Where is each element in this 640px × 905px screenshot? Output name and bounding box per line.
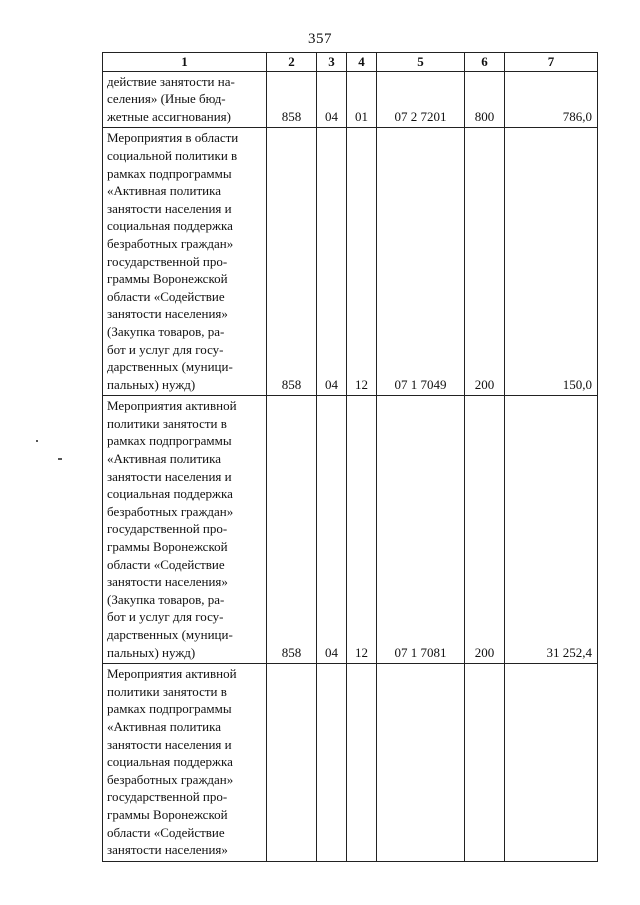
cell-col-2: 858 xyxy=(267,396,317,664)
cell-amount: 786,0 xyxy=(505,71,598,128)
cell-col-5: 07 1 7049 xyxy=(377,128,465,396)
row-description: Мероприятия активной политики занятости в рамках подпрограммы «Активная политика занятости населения и социальная поддержка безработных граждан» государственной про- граммы Воронежской области «Содействие занятости населения» (Закупка товаров, ра- бот и услуг для госу- дарственных (муници- пальных) нужд) xyxy=(103,396,267,664)
cell-col-2: 858 xyxy=(267,128,317,396)
cell-col-5: 07 2 7201 xyxy=(377,71,465,128)
cell-col-3: 04 xyxy=(317,396,347,664)
cell-col-2: 858 xyxy=(267,71,317,128)
table-header-row xyxy=(103,53,598,72)
budget-table xyxy=(102,52,598,862)
column-header: 6 xyxy=(465,53,505,72)
cell-amount: 31 252,4 xyxy=(505,396,598,664)
cell-amount: 150,0 xyxy=(505,128,598,396)
scan-speck xyxy=(58,458,62,460)
table-row xyxy=(103,664,598,862)
column-header: 2 xyxy=(267,53,317,72)
table-row xyxy=(103,128,598,396)
cell-col-5 xyxy=(377,664,465,862)
scan-speck xyxy=(36,440,38,442)
cell-col-5: 07 1 7081 xyxy=(377,396,465,664)
cell-col-3: 04 xyxy=(317,71,347,128)
table-row xyxy=(103,396,598,664)
row-description: действие занятости на- селения» (Иные бюд- жетные ассигнования) xyxy=(103,71,267,128)
cell-col-4: 12 xyxy=(347,396,377,664)
row-description: Мероприятия активной политики занятости в рамках подпрограммы «Активная политика занятости населения и социальная поддержка безработных граждан» государственной про- граммы Воронежской области «Содействие занятости населения» xyxy=(103,664,267,862)
table-row xyxy=(103,71,598,128)
column-header: 7 xyxy=(505,53,598,72)
cell-col-6 xyxy=(465,664,505,862)
column-header: 4 xyxy=(347,53,377,72)
cell-amount xyxy=(505,664,598,862)
cell-col-4: 01 xyxy=(347,71,377,128)
cell-col-3: 04 xyxy=(317,128,347,396)
cell-col-4 xyxy=(347,664,377,862)
column-header: 1 xyxy=(103,53,267,72)
cell-col-2 xyxy=(267,664,317,862)
cell-col-6: 200 xyxy=(465,128,505,396)
cell-col-3 xyxy=(317,664,347,862)
column-header: 5 xyxy=(377,53,465,72)
cell-col-4: 12 xyxy=(347,128,377,396)
row-description: Мероприятия в области социальной политики в рамках подпрограммы «Активная политика занятости населения и социальная поддержка безработных граждан» государственной про- граммы Воронежской области «Содействие занятости населения» (Закупка товаров, ра- бот и услуг для госу- дарственных (муници- пальных) нужд) xyxy=(103,128,267,396)
cell-col-6: 800 xyxy=(465,71,505,128)
column-header: 3 xyxy=(317,53,347,72)
page-number: 357 xyxy=(308,31,332,47)
cell-col-6: 200 xyxy=(465,396,505,664)
